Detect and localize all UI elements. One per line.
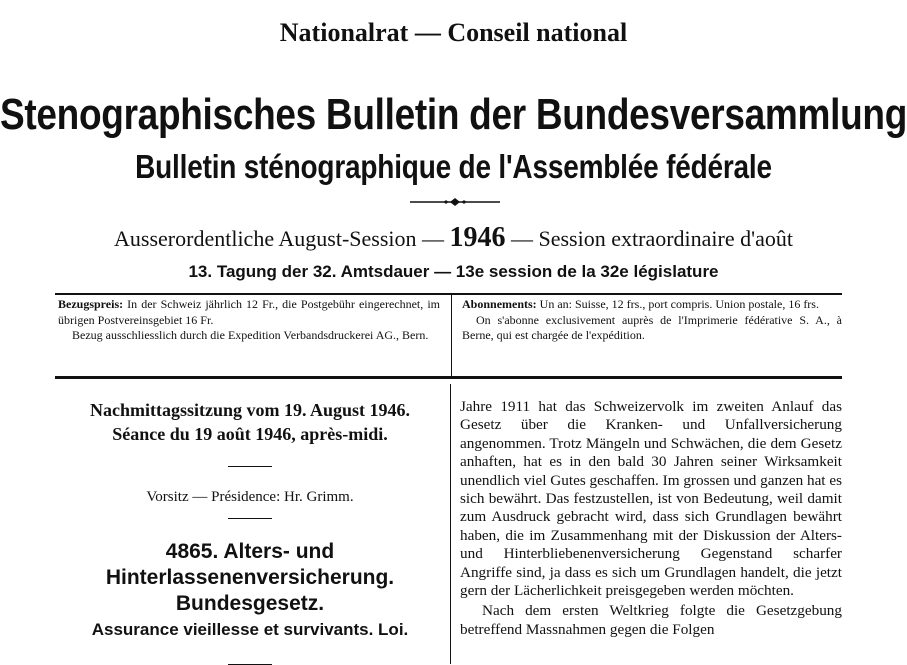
agenda-item-title-1: 4865. Alters- und xyxy=(165,540,335,563)
short-rule xyxy=(228,518,272,519)
subscription-de-label: Bezugspreis: xyxy=(58,297,124,311)
speech-text xyxy=(460,398,842,639)
sitting-header xyxy=(60,398,440,665)
chair-line: Vorsitz — Présidence: Hr. Grimm. xyxy=(146,489,354,505)
agenda-item-title-3: Bundesgesetz. xyxy=(175,592,325,615)
section-rule xyxy=(55,376,842,379)
bulletin-title-fr: Bulletin sténographique de l'Assemblée fédérale xyxy=(135,148,772,186)
subscription-fr-label: Abonnements: xyxy=(462,297,537,311)
subscription-fr-text: Un an: Suisse, 12 frs., port compris. Union postale, 16 frs. xyxy=(539,297,819,311)
session-year: 1946 xyxy=(449,222,506,253)
subscription-de-delivery: Bezug ausschliesslich durch die Expedition Verbandsdruckerei AG., Bern. xyxy=(72,328,429,342)
legislature-line: 13. Tagung der 32. Amtsdauer — 13e session de la 32e législature xyxy=(188,262,719,281)
session-fr: — Session extraordinaire d'août xyxy=(511,226,793,251)
column-divider xyxy=(450,384,451,664)
agenda-item-title-fr: Assurance vieillesse et survivants. Loi. xyxy=(91,620,409,639)
agenda-item-title-2: Hinterlassenenversicherung. xyxy=(105,566,395,589)
subscription-de-price xyxy=(58,297,440,328)
subscription-fr-delivery: On s'abonne exclusivement auprès de l'Imprimerie fédérative S. A., à Berne, qui est chargée de l'expédition. xyxy=(462,312,842,342)
subscription-fr xyxy=(462,297,842,344)
sitting-title-fr: Séance du 19 août 1946, après-midi. xyxy=(112,424,388,444)
subscription-fr-price xyxy=(462,297,842,313)
subscription-de-text: In der Schweiz jährlich 12 Fr., die Postgebühr eingerechnet, im übrigen Postvereinsgebiet 16 Fr. xyxy=(58,297,440,327)
masthead-chambers: Nationalrat — Conseil national xyxy=(279,18,628,47)
subscription-divider xyxy=(451,295,452,376)
session-line xyxy=(0,222,907,254)
sitting-title-de: Nachmittagssitzung vom 19. August 1946. xyxy=(89,400,411,420)
speech-paragraph: Jahre 1911 hat das Schweizervolk im zweiten Anlauf das Gesetz über die Kranken- und Unfallversicherung angenommen. Trotz Mängeln und Schwächen, die dem Gesetz anhaften, hat es in den bald 30 Jahren seiner Wirksamkeit unendlich viel Gutes geschaffen. Im grossen und ganzen hat es sich bewährt. Das festzustellen, ist von Bedeutung, weil damit zum Ausdruck gebracht wird, dass sich Grundlagen bewährt haben, die im Zusammenhang mit der Diskussion der Alters- und Hinterbliebenenversicherung Gegenstand scharfer Angriffe sind, ja dass es sich um Grundlagen handelt, die jetzt gern der Lächerlichkeit preisgegeben werden möchten. xyxy=(460,398,842,600)
ornament-divider xyxy=(410,198,500,206)
bulletin-title-de: Stenographisches Bulletin der Bundesversammlung xyxy=(0,90,907,139)
session-de: Ausserordentliche August-Session — xyxy=(114,226,444,251)
short-rule xyxy=(228,466,272,467)
subscription-de xyxy=(58,297,440,344)
top-rule xyxy=(55,293,842,295)
speech-paragraph: Nach dem ersten Weltkrieg folgte die Gesetzgebung betreffend Massnahmen gegen die Folgen xyxy=(460,602,842,638)
